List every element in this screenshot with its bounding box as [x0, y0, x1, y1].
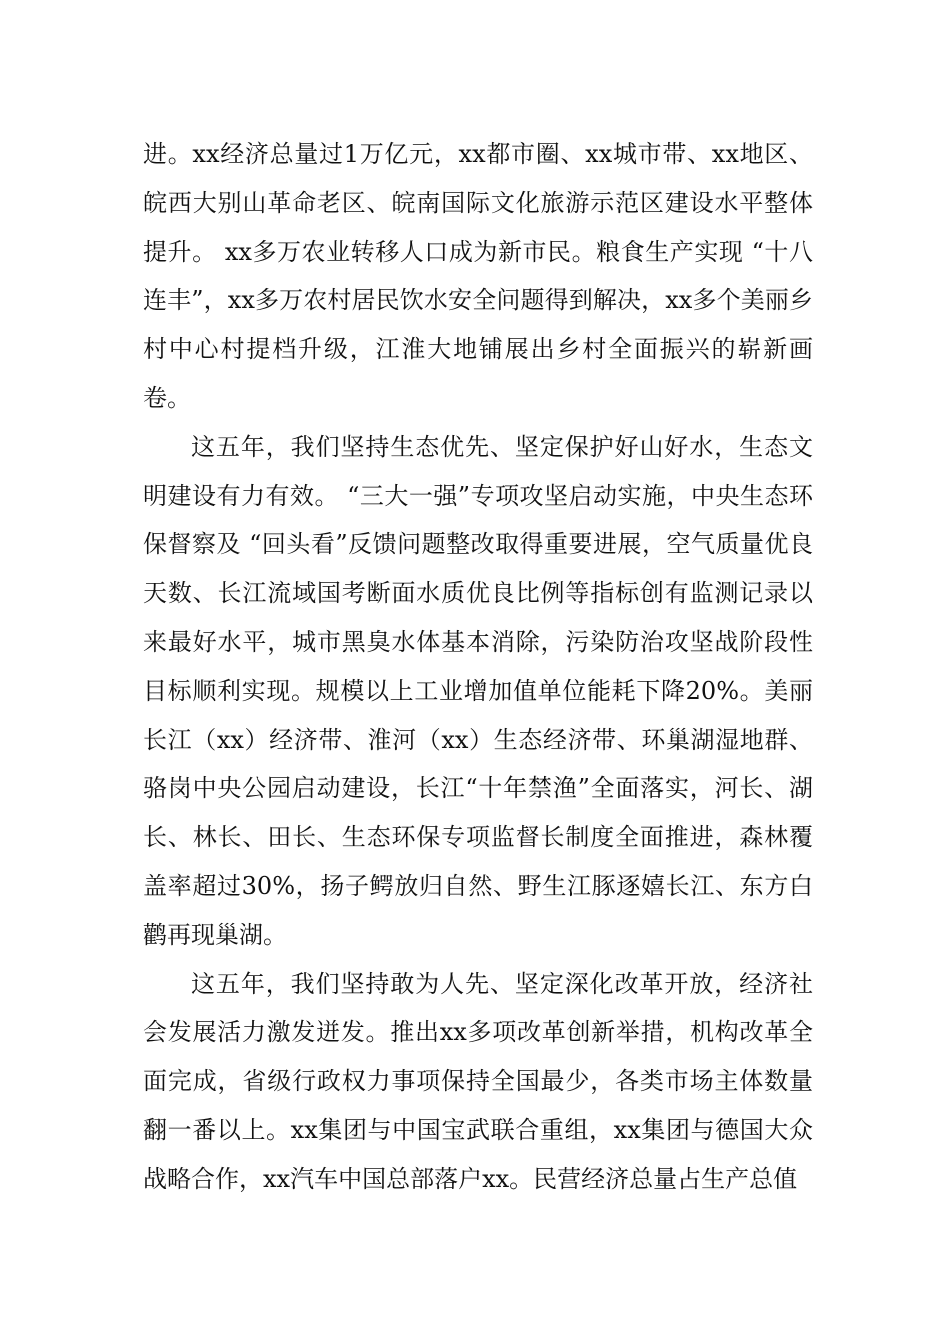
- paragraph-ecology: 这五年，我们坚持生态优先、坚定保护好山好水，生态文明建设有力有效。 “三大一强”专项攻坚启动实施，中央生态环保督察及 “回头看”反馈问题整改取得重要进展，空气质量优良天数、长江流域国考断面水质优良比例等指标创有监测记录以来最好水平，城市黑臭水体基本消除，污染防治攻坚战阶段性目标顺利实现。规模以上工业增加值单位能耗下降20%。美丽长江（xx）经济带、淮河（xx）生态经济带、环巢湖湿地群、骆岗中央公园启动建设，长江“十年禁渔”全面落实，河长、湖长、林长、田长、生态环保专项监督长制度全面推进，森林覆盖率超过30%，扬子鳄放归自然、野生江豚逐嬉长江、东方白鹳再现巢湖。: [143, 432, 813, 949]
- paragraph-reform: 这五年，我们坚持敢为人先、坚定深化改革开放，经济社会发展活力激发迸发。推出xx多项改革创新举措，机构改革全面完成，省级行政权力事项保持全国最少，各类市场主体数量翻一番以上。xx集团与中国宝武联合重组，xx集团与德国大众战略合作，xx汽车中国总部落户xx。民营经济总量占生产总值: [143, 969, 813, 1193]
- paragraph-continuation: 进。xx经济总量过1万亿元，xx都市圈、xx城市带、xx地区、皖西大别山革命老区、皖南国际文化旅游示范区建设水平整体提升。 xx多万农业转移人口成为新市民。粮食生产实现 “十八连丰”，xx多万农村居民饮水安全问题得到解决，xx多个美丽乡村中心村提档升级，江淮大地铺展出乡村全面振兴的崭新画卷。: [143, 140, 813, 412]
- document-body: [143, 130, 813, 1204]
